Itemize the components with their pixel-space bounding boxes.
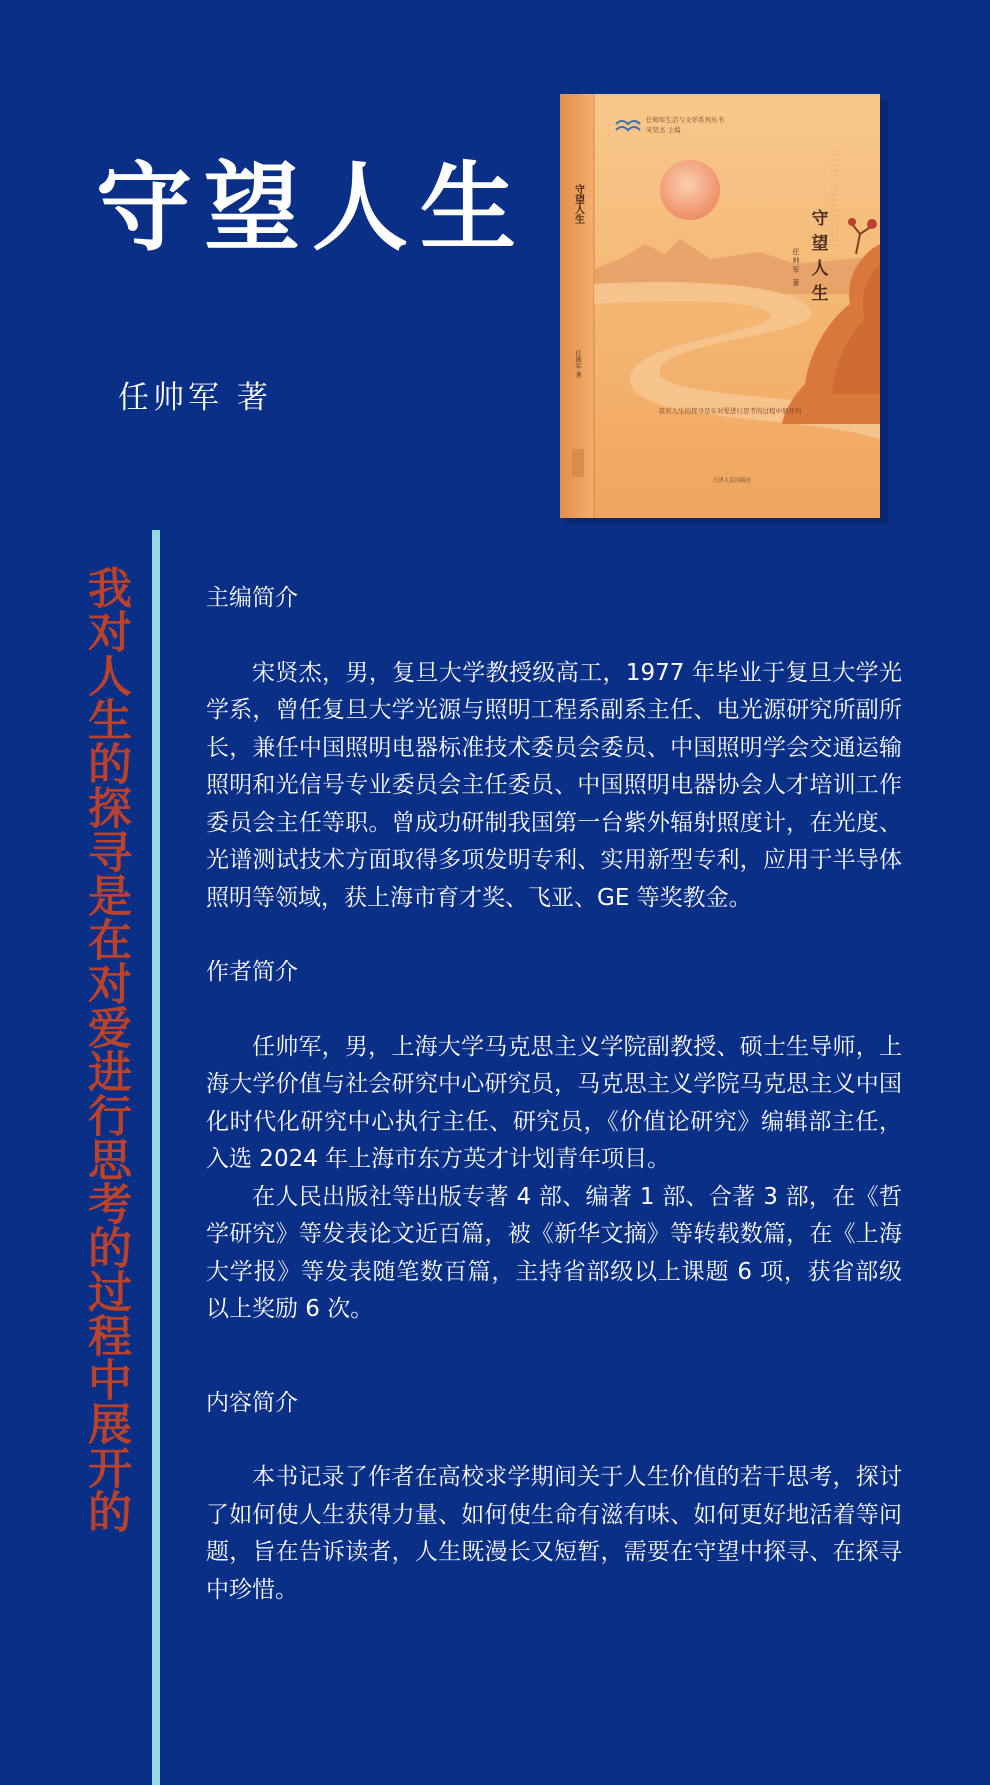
cover-author-char: 著 <box>792 279 800 287</box>
vertical-tagline: 我对人生的探寻是在对爱进行思考的过程中展开的 <box>80 565 131 1533</box>
section-title-author: 作者简介 <box>206 959 298 985</box>
author-bio-paragraph: 在人民出版社等出版专著 4 部、编著 1 部、合著 3 部，在《哲学研究》等发表论文近百篇，被《新华文摘》等转载数篇，在《上海大学报》等发表随笔数百篇，主持省部级以上课题 6 项，获省部级以上奖励 6 次。 <box>206 1183 902 1322</box>
cover-author-char: 帅 <box>792 257 800 265</box>
section-title-editor: 主编简介 <box>206 585 298 611</box>
vertical-divider <box>152 530 160 1785</box>
author-bio-paragraph: 任帅军，男，上海大学马克思主义学院副教授、硕士生导师，上海大学价值与社会研究中心研究员，马克思主义学院马克思主义中国化时代化研究中心执行主任、研究员，《价值论研究》编辑部主任，入选 2024 年上海市东方英才计划青年项目。 <box>206 1033 902 1172</box>
editor-bio-paragraph: 宋贤杰，男，复旦大学教授级高工，1977 年毕业于复旦大学光学系，曾任复旦大学光源与照明工程系副系主任、电光源研究所副所长，兼任中国照明电器标准技术委员会委员、中国照明学会交通运输照明和光信号专业委员会主任委员、中国照明电器协会人才培训工作委员会主任等职。曾成功研制我国第一台紫外辐射照度计，在光度、光谱测试技术方面取得多项发明专利、实用新型专利，应用于半导体照明等领域，获上海市育才奖、飞亚、GE 等奖教金。 <box>206 659 902 911</box>
spine-title: 守望人生 <box>572 184 584 224</box>
page-title: 守望人生 <box>96 152 528 264</box>
cover-author-char: 任 <box>792 248 800 256</box>
cover-title-char: 生 <box>811 284 829 304</box>
cover-slogan: 我对人生的探寻是在对爱进行思考的过程中展开的 <box>658 407 802 415</box>
spine-author: 任帅军 著 <box>574 349 582 379</box>
author-line: 任帅军 著 <box>118 380 272 416</box>
cover-title-char: 人 <box>811 259 829 279</box>
sun-illustration <box>660 160 720 220</box>
section-title-content: 内容简介 <box>206 1389 298 1416</box>
cover-publisher: 天津人民出版社 <box>712 478 752 484</box>
cover-series-text: 任帅军生活与文学系列丛书 <box>646 116 724 124</box>
book-cover-face <box>560 94 880 518</box>
cover-author-char: 军 <box>792 266 800 274</box>
cover-title-char: 守 <box>811 209 829 229</box>
book-cover-image <box>560 94 890 526</box>
intro-content <box>206 580 902 1609</box>
cover-editor-text: 宋贤杰 主编 <box>646 126 681 134</box>
cover-title-char: 望 <box>811 234 829 254</box>
content-summary-paragraph: 本书记录了作者在高校求学期间关于人生价值的若干思考，探讨了如何使人生获得力量、如何使生命有滋有味、如何更好地活着等问题，旨在告诉读者，人生既漫长又短暂，需要在守望中探寻、在探寻中珍惜。 <box>206 1464 902 1603</box>
